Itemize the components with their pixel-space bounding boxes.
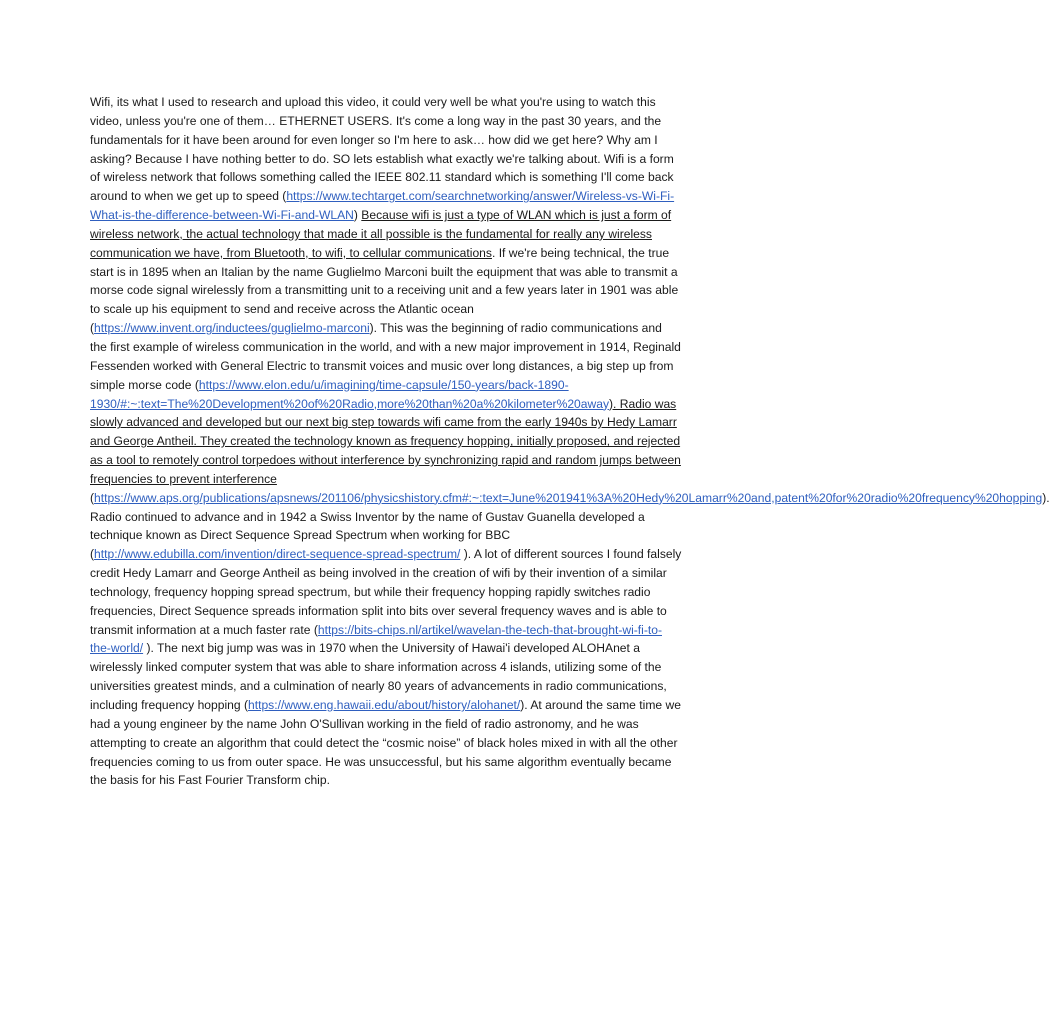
reference-link-aps[interactable]: https://www.aps.org/publications/apsnews/201106/physicshistory.cfm#:~:text=June%201941%3A%20Hedy%20Lamarr%20and,patent%20for%20radio%20frequency%20hopping bbox=[94, 490, 1043, 505]
text-segment: ( bbox=[90, 490, 95, 505]
text-segment: ). A lot of different sources I found falsely credit Hedy Lamarr and George Antheil as being involved in the creation of wifi by their invention of a similar technology, frequency hopping spread spectrum, but while their frequency hopping rapidly switches radio frequencies, Direct Sequence spreads information split into bits over several frequency waves and is able to transmit information at a much faster rate ( bbox=[90, 547, 682, 637]
text-segment: Wifi, its what I used to research and upload this video, it could very well be what you're using to watch this video, unless you're one of them… ETHERNET USERS. It's come a long way in the past 30 years, and the fundamentals for it have been around for even longer so I'm here to ask… how did we get here? Why am I asking? Because I have nothing better to do. SO lets establish what exactly we're talking about. Wifi is a form of wireless network that follows something called the IEEE 802.11 standard which is something I'll come back around to when we get up to speed ( bbox=[90, 95, 674, 204]
reference-link-techtarget[interactable]: https://www.techtarget.com/searchnetworking/answer/Wireless-vs-Wi-Fi-What-is-the-difference-between-Wi-Fi-and-WLAN bbox=[90, 189, 675, 223]
document-body bbox=[90, 93, 1050, 790]
underlined-text: ). Radio was slowly advanced and developed but our next big step towards wifi came from the early 1940s by Hedy Lamarr and George Antheil. They created the technology known as frequency hopping, initially proposed, and rejected as a tool to remotely control torpedoes without interference by synchronizing rapid and random jumps between frequencies to prevent interference bbox=[90, 396, 681, 486]
reference-link-invent[interactable]: https://www.invent.org/inductees/guglielmo-marconi bbox=[94, 321, 370, 336]
text-segment: ). Radio continued to advance and in 1942 a Swiss Inventor by the name of Gustav Guanella developed a technique known as Direct Sequence Spread Spectrum when working for BBC ( bbox=[90, 490, 1050, 562]
reference-link-bits-chips[interactable]: https://bits-chips.nl/artikel/wavelan-the-tech-that-brought-wi-fi-to-the-world/ bbox=[90, 622, 662, 656]
reference-link-hawaii[interactable]: https://www.eng.hawaii.edu/about/history/alohanet/ bbox=[248, 698, 521, 712]
text-segment: ). This was the beginning of radio communications and the first example of wireless communication in the world, and with a new major improvement in 1914, Reginald Fessenden worked with General Electric to transmit voices and music over long distances, a big step up from simple morse code ( bbox=[90, 321, 681, 392]
text-segment: . If we're being technical, the true start is in 1895 when an Italian by the name Guglielmo Marconi built the equipment that was able to transmit a morse code signal wirelessly from a transmitting unit to a receiving unit and a few years later in 1901 was able to scale up his equipment to send and receive across the Atlantic ocean ( bbox=[90, 245, 679, 336]
underlined-text: Because wifi is just a type of WLAN which is just a form of wireless network, the actual technology that made it all possible is the fundamental for really any wireless communication we have, from Bluetooth, to wifi, to cellular communications bbox=[90, 208, 672, 260]
text-segment: ). The next big jump was was in 1970 when the University of Hawai'i developed ALOHAnet a wirelessly linked computer system that was able to share information across 4 islands, utilizing some of the universities greatest minds, and a culmination of nearly 80 years of advancements in radio communications, including frequency hopping ( bbox=[90, 641, 667, 712]
reference-link-elon[interactable]: https://www.elon.edu/u/imagining/time-capsule/150-years/back-1890-1930/#:~:text=The%20Development%20of%20Radio,more%20than%20a%20kilometer%20away bbox=[90, 377, 610, 411]
text-segment: ) bbox=[353, 208, 362, 223]
text-segment: ). At around the same time we had a young engineer by the name John O'Sullivan working in the field of radio astronomy, and he was attempting to create an algorithm that could detect the “cosmic noise” of black holes mixed in with all the other frequencies coming to us from outer space. He was unsuccessful, but his same algorithm eventually became the basis for his Fast Fourier Transform chip. bbox=[90, 698, 681, 788]
reference-link-edubilla[interactable]: http://www.edubilla.com/invention/direct-sequence-spread-spectrum/ bbox=[94, 547, 461, 562]
